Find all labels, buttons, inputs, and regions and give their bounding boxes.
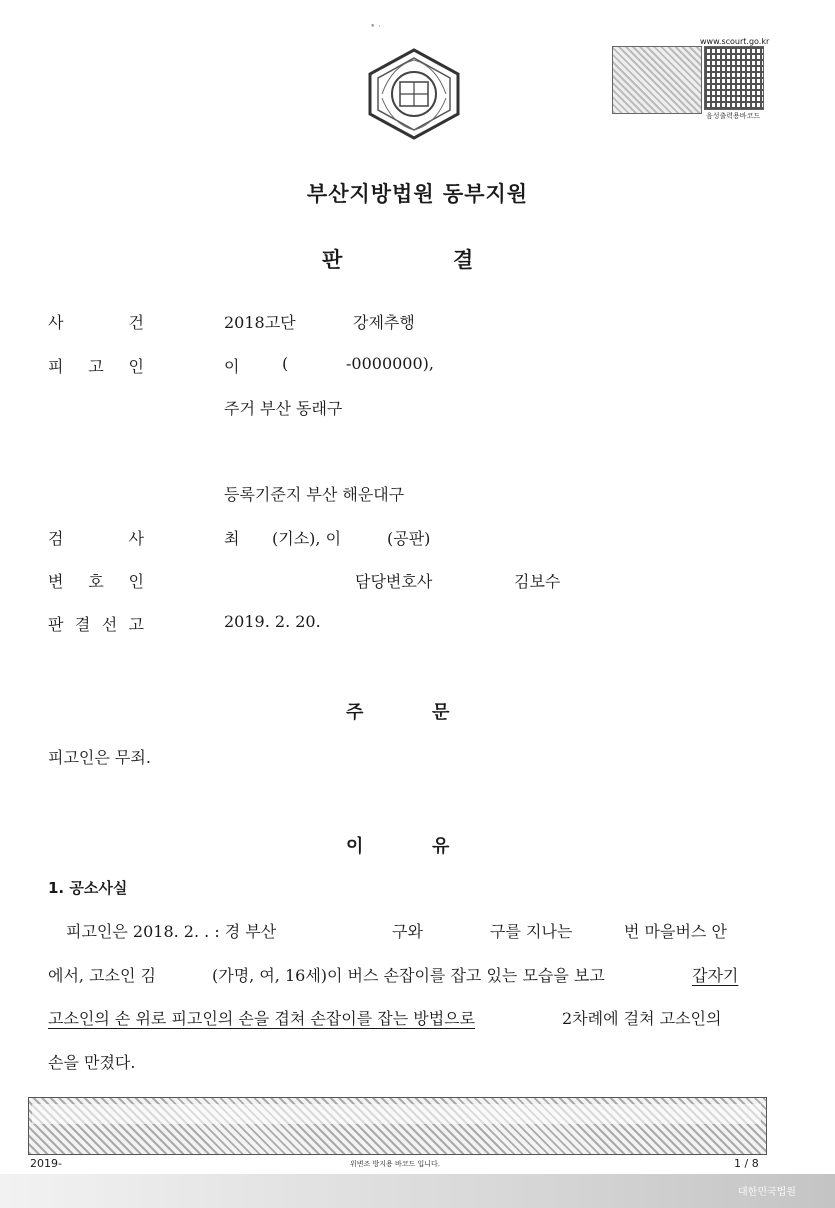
order-text: 피고인은 무죄. bbox=[48, 748, 151, 767]
doc-title-char-1: 판 bbox=[322, 248, 343, 272]
label-char: 인 bbox=[128, 357, 144, 376]
case-number: 2018고단 bbox=[224, 313, 296, 332]
label-char: 피 bbox=[48, 357, 64, 376]
label-char: 판 bbox=[48, 615, 64, 634]
order-title-char-2: 문 bbox=[432, 702, 450, 723]
security-pattern bbox=[612, 46, 702, 114]
label-char: 결 bbox=[74, 615, 91, 634]
paragraph-line-3-underlined: 고소인의 손 위로 피고인의 손을 겹쳐 손잡이를 잡는 방법으로 bbox=[48, 1009, 476, 1028]
court-website: www.scourt.go.kr bbox=[700, 37, 770, 46]
footer-barcode-note: 위변조 방지용 바코드 입니다. bbox=[350, 1160, 441, 1168]
label-char: 호 bbox=[88, 572, 104, 591]
page-number: 1 / 8 bbox=[734, 1157, 759, 1170]
label-char: 고 bbox=[88, 357, 104, 376]
prosecutor-a: 최 bbox=[224, 529, 240, 548]
verdict-date-label bbox=[48, 612, 144, 635]
paragraph-line-2b: (가명, 여, 16세)이 버스 손잡이를 잡고 있는 모습을 보고 bbox=[212, 966, 605, 985]
indictment-heading: 1. 공소사실 bbox=[48, 879, 128, 897]
footer-doc-number: 2019- bbox=[30, 1157, 62, 1170]
defendant-paren: ( bbox=[282, 354, 289, 373]
paragraph-line-3b: 2차례에 걸쳐 고소인의 bbox=[562, 1009, 722, 1028]
label-char: 사 bbox=[48, 313, 64, 332]
defendant-name: 이 bbox=[224, 357, 240, 376]
counsel-role: 담당변호사 bbox=[355, 572, 433, 591]
defendant-label bbox=[48, 354, 144, 377]
registry: 등록기준지 부산 해운대구 bbox=[224, 485, 405, 504]
label-char: 검 bbox=[48, 529, 64, 548]
audio-barcode-icon bbox=[704, 46, 764, 110]
paragraph-line-4: 손을 만졌다. bbox=[48, 1053, 136, 1072]
label-char: 고 bbox=[128, 615, 144, 634]
court-emblem-icon bbox=[362, 46, 466, 142]
paragraph-line-1d: 번 마을버스 안 bbox=[624, 922, 727, 941]
paragraph-line-1c: 구를 지나는 bbox=[490, 922, 573, 941]
doc-title-char-2: 결 bbox=[453, 248, 474, 272]
top-mark: • · bbox=[370, 22, 382, 32]
footer-band bbox=[0, 1174, 835, 1208]
label-char: 건 bbox=[128, 313, 144, 332]
defendant-id: -0000000), bbox=[346, 354, 434, 373]
label-char: 변 bbox=[48, 572, 64, 591]
case-name: 강제추행 bbox=[353, 313, 415, 332]
counsel-label bbox=[48, 569, 144, 592]
barcode-label: 음성출력용바코드 bbox=[706, 112, 761, 120]
reason-title-char-1: 이 bbox=[346, 836, 364, 857]
footer-brand: 대한민국법원 bbox=[738, 1187, 796, 1198]
paragraph-line-2-underlined: 갑자기 bbox=[692, 966, 739, 985]
court-name: 부산지방법원 동부지원 bbox=[306, 182, 529, 206]
verdict-date: 2019. 2. 20. bbox=[224, 612, 321, 631]
prosecutor-b: (기소), 이 bbox=[272, 529, 342, 548]
barcode-band bbox=[32, 1104, 761, 1124]
case-label bbox=[48, 310, 144, 333]
counsel-name: 김보수 bbox=[514, 572, 561, 591]
label-char: 인 bbox=[128, 572, 144, 591]
label-char: 선 bbox=[101, 615, 118, 634]
order-title-char-1: 주 bbox=[346, 702, 364, 723]
paragraph-line-1a: 피고인은 2018. 2. . : 경 부산 bbox=[66, 922, 277, 941]
prosecutor-label bbox=[48, 526, 144, 549]
reason-title-char-2: 유 bbox=[432, 836, 450, 857]
residence: 주거 부산 동래구 bbox=[224, 399, 343, 418]
paragraph-line-1b: 구와 bbox=[392, 922, 423, 941]
label-char: 사 bbox=[128, 529, 144, 548]
prosecutor-c: (공판) bbox=[387, 529, 431, 548]
paragraph-line-2a: 에서, 고소인 김 bbox=[48, 966, 156, 985]
